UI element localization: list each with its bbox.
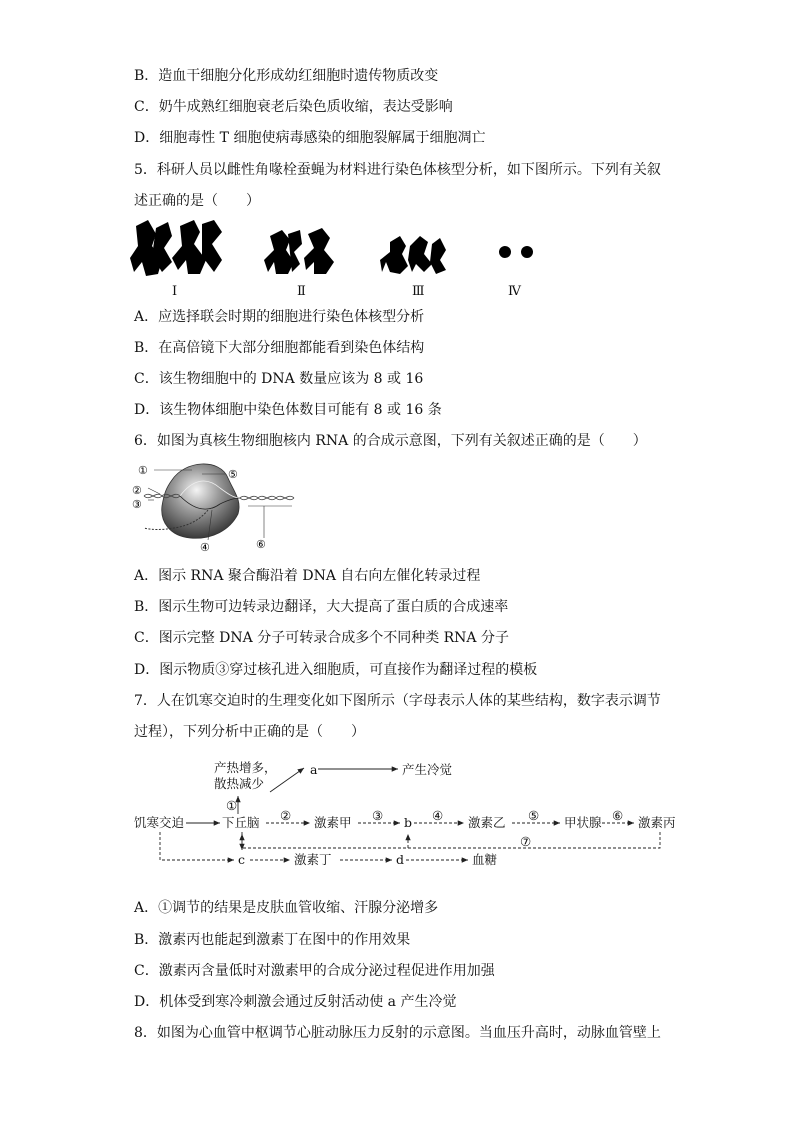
q4-option-b: B．造血干细胞分化形成幼红细胞时遗传物质改变 — [134, 68, 439, 84]
label-heat-line2: 散热减少 — [214, 776, 265, 791]
rna-label-2: ② — [132, 484, 142, 497]
step-2: ② — [280, 808, 292, 823]
karyotype-figure — [128, 216, 548, 282]
node-c: c — [238, 852, 246, 867]
chromosome-pair-3 — [380, 236, 446, 274]
q5-option-c: C．该生物细胞中的 DNA 数量应该为 8 或 16 — [134, 371, 424, 387]
step-6: ⑥ — [612, 808, 624, 823]
rna-label-4: ④ — [200, 541, 210, 554]
regulation-flow-diagram — [130, 752, 690, 876]
node-b: b — [404, 815, 413, 830]
q6-option-d: D．图示物质③穿过核孔进入细胞质，可直接作为翻译过程的模板 — [134, 662, 538, 678]
q5-option-a: A．应选择联会时期的细胞进行染色体核型分析 — [134, 309, 425, 325]
node-hormone-bing: 激素丙 — [638, 815, 676, 830]
q6-option-a: A．图示 RNA 聚合酶沿着 DNA 自右向左催化转录过程 — [134, 568, 481, 584]
step-7: ⑦ — [520, 834, 532, 849]
karyotype-label-1: Ⅰ — [172, 284, 178, 299]
q6-stem: 6．如图为真核生物细胞核内 RNA 的合成示意图，下列有关叙述正确的是（ ） — [134, 433, 647, 449]
node-blood-sugar: 血糖 — [472, 852, 498, 867]
q5-stem-line2: 述正确的是（ ） — [134, 193, 260, 209]
node-thyroid: 甲状腺 — [564, 815, 602, 830]
node-hormone-ding: 激素丁 — [294, 852, 332, 867]
node-cold-feel: 产生冷觉 — [402, 762, 453, 777]
q5-stem-line1: 5．科研人员以雌性角喙栓蚕蝇为材料进行染色体核型分析，如下图所示。下列有关叙 — [134, 162, 661, 178]
rna-label-5: ⑤ — [228, 468, 238, 481]
q4-option-c: C．奶牛成熟红细胞衰老后染色质收缩，表达受影响 — [134, 99, 453, 115]
chromosome-pair-4 — [499, 246, 533, 258]
q5-option-d: D．该生物体细胞中染色体数目可能有 8 或 16 条 — [134, 402, 442, 418]
q6-option-c: C．图示完整 DNA 分子可转录合成多个不同种类 RNA 分子 — [134, 630, 509, 646]
rna-synthesis-figure — [130, 458, 300, 554]
q7-option-a: A．①调节的结果是皮肤血管收缩、汗腺分泌增多 — [134, 900, 439, 916]
rna-label-3: ③ — [132, 498, 142, 511]
node-d: d — [396, 852, 405, 867]
chromosome-pair-2 — [264, 228, 334, 274]
karyotype-label-2: Ⅱ — [297, 284, 306, 299]
q6-option-b: B．图示生物可边转录边翻译，大大提高了蛋白质的合成速率 — [134, 599, 509, 615]
node-hormone-yi: 激素乙 — [468, 815, 506, 830]
node-hormone-jia: 激素甲 — [314, 815, 352, 830]
rna-label-6: ⑥ — [256, 538, 266, 551]
node-hunger: 饥寒交迫 — [134, 815, 185, 830]
q7-stem-line1: 7．人在饥寒交迫时的生理变化如下图所示（字母表示人体的某些结构，数字表示调节 — [134, 693, 661, 709]
q4-option-d: D．细胞毒性 T 细胞使病毒感染的细胞裂解属于细胞凋亡 — [134, 130, 486, 146]
chromosome-pair-1 — [130, 220, 222, 276]
node-hypothalamus: 下丘脑 — [222, 815, 260, 830]
q8-stem: 8．如图为心血管中枢调节心脏动脉压力反射的示意图。当血压升高时，动脉血管壁上 — [134, 1025, 661, 1041]
step-3: ③ — [372, 808, 384, 823]
node-a: a — [310, 762, 318, 777]
step-1: ① — [226, 798, 238, 813]
label-heat-line1: 产热增多， — [214, 760, 277, 775]
karyotype-label-3: Ⅲ — [412, 284, 425, 299]
q7-option-b: B．激素丙也能起到激素丁在图中的作用效果 — [134, 932, 411, 948]
step-5: ⑤ — [528, 808, 540, 823]
step-4: ④ — [432, 808, 444, 823]
q7-option-d: D．机体受到寒冷刺激会通过反射活动使 a 产生冷觉 — [134, 994, 457, 1010]
q5-option-b: B．在高倍镜下大部分细胞都能看到染色体结构 — [134, 340, 425, 356]
q7-stem-line2: 过程），下列分析中正确的是（ ） — [134, 724, 365, 740]
rna-label-1: ① — [138, 464, 148, 477]
q7-option-c: C．激素丙含量低时对激素甲的合成分泌过程促进作用加强 — [134, 963, 495, 979]
karyotype-label-4: Ⅳ — [508, 284, 521, 299]
